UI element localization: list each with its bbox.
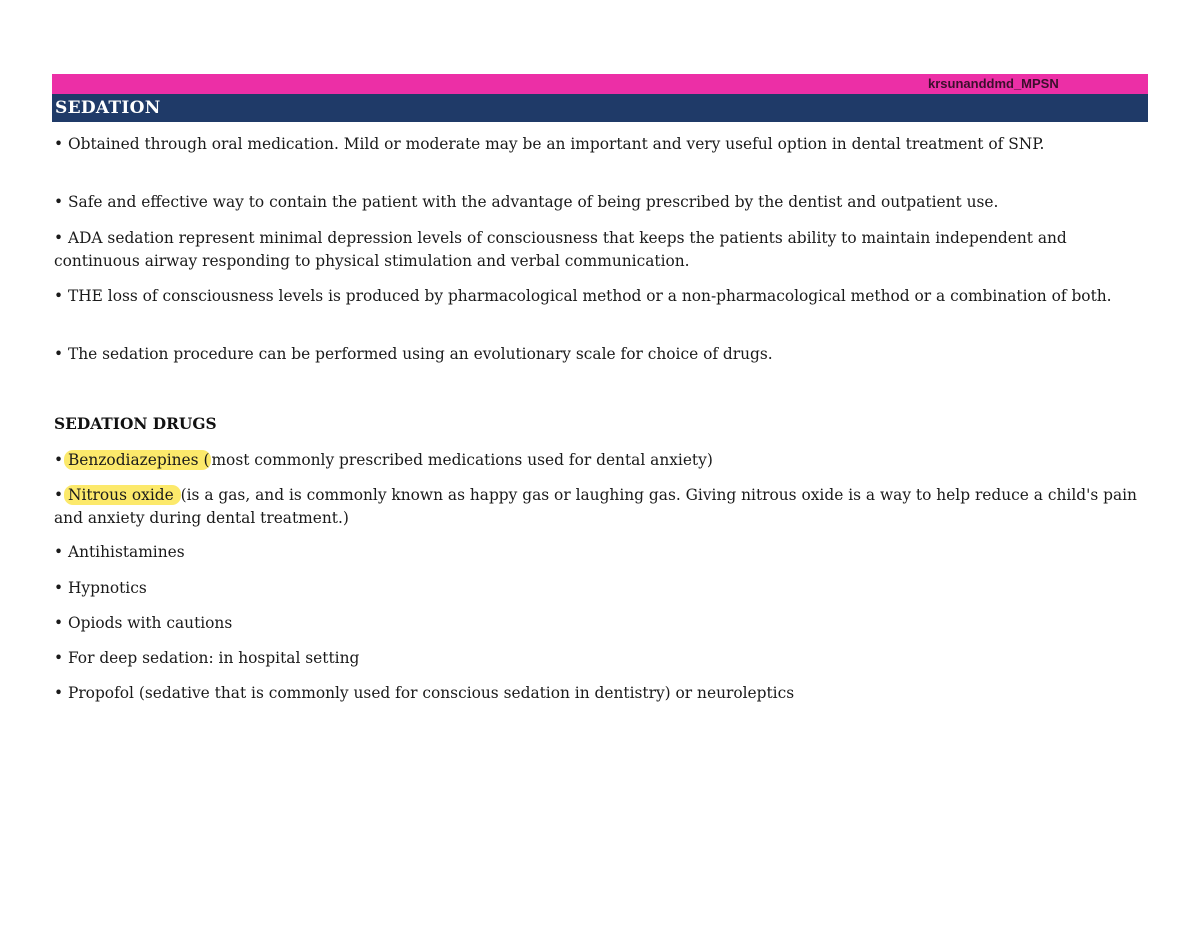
drug-item: • Antihistamines	[54, 543, 185, 561]
bullet: •	[54, 486, 64, 504]
drug-item	[54, 449, 1144, 472]
drug-item: • Opiods with cautions	[54, 614, 233, 632]
highlighted-drug-name: Nitrous oxide	[64, 485, 181, 505]
sedation-point: • THE loss of consciousness levels is produced by pharmacological method or a non-pharmacological method or a combination of both.	[54, 287, 1112, 305]
drug-item	[54, 484, 1144, 530]
drug-item: • Propofol (sedative that is commonly used for conscious sedation in dentistry) or neuroleptics	[54, 684, 795, 702]
sedation-point: • ADA sedation represent minimal depression levels of consciousness that keeps the patients ability to maintain independent and continuous airway responding to physical stimulation and verbal communication.	[54, 229, 1067, 270]
highlighted-drug-name: Benzodiazepines (	[64, 450, 211, 470]
drugs-heading: SEDATION DRUGS	[54, 415, 217, 433]
drug-item: • Hypnotics	[54, 579, 147, 597]
drug-description: (is a gas, and is commonly known as happy gas or laughing gas. Giving nitrous oxide is a way to help reduce a child's pain and anxiety during dental treatment.)	[54, 486, 1137, 527]
sedation-point: • Obtained through oral medication. Mild or moderate may be an important and very useful option in dental treatment of SNP.	[54, 135, 1045, 153]
sedation-point: • The sedation procedure can be performed using an evolutionary scale for choice of drugs.	[54, 345, 773, 363]
bullet: •	[54, 451, 64, 469]
drug-description: most commonly prescribed medications used for dental anxiety)	[211, 451, 713, 469]
section-title: SEDATION	[55, 98, 161, 118]
author-banner	[52, 74, 1148, 94]
drug-item: • For deep sedation: in hospital setting	[54, 649, 360, 667]
author-name: krsunanddmd_MPSN	[928, 76, 1059, 91]
sedation-point: • Safe and effective way to contain the patient with the advantage of being prescribed by the dentist and outpatient use.	[54, 193, 999, 211]
section-title-banner	[52, 94, 1148, 122]
